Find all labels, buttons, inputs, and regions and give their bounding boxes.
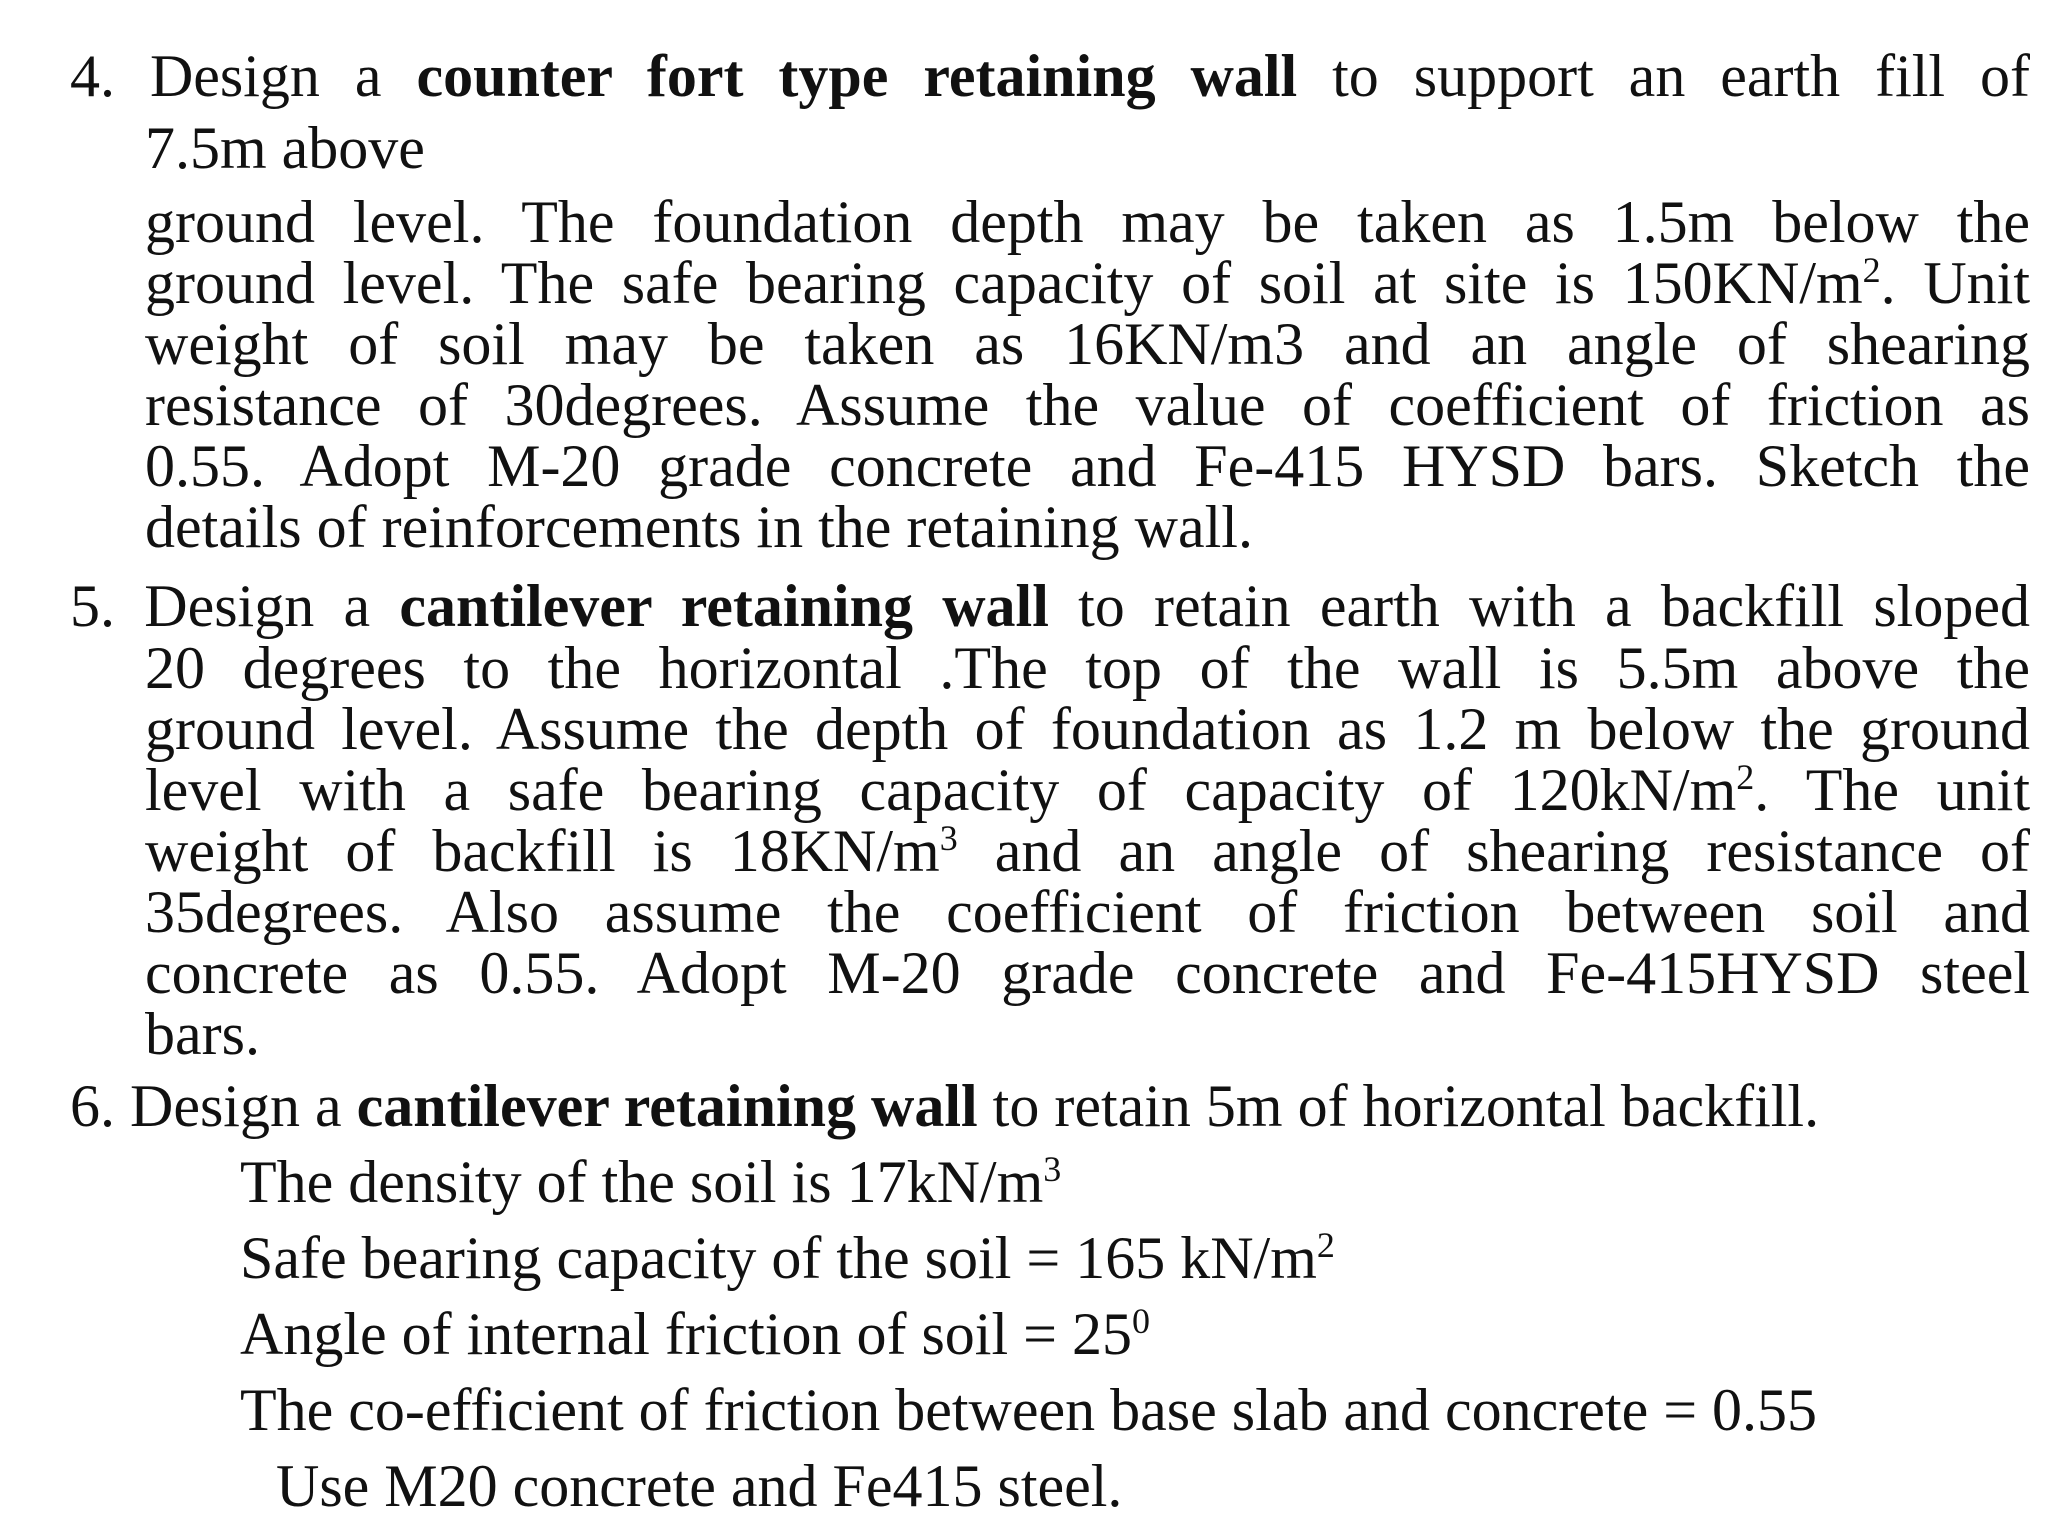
q5-line-5 xyxy=(145,818,2030,884)
q4-line-8: details of reinforcements in the retaining wall. xyxy=(145,494,1253,560)
q5-line4-text: level with a safe bearing capacity of capacity of $120kN/m^2$. The unit xyxy=(145,757,2031,823)
q5-number: 5. xyxy=(70,573,115,639)
q4-line-6: resistance of 30degrees. Assume the value of coefficient of friction as xyxy=(145,372,2030,438)
q5-line-8: bars. xyxy=(145,1001,260,1067)
q4-line-4 xyxy=(145,250,2030,316)
q5-line1-rest: to retain earth with a backfill sloped xyxy=(1078,573,2030,639)
q5-line-4 xyxy=(145,757,2031,823)
q6-line-1 xyxy=(70,1073,1820,1139)
q6-intro: Design a xyxy=(130,1073,342,1139)
q6-angle: Angle of internal friction of soil = $25^0$ xyxy=(240,1301,1150,1367)
q6-emphasis: cantilever retaining wall xyxy=(356,1073,978,1139)
q6-materials: Use M20 concrete and Fe415 steel. xyxy=(276,1453,1123,1519)
q4-line-7: 0.55. Adopt M-20 grade concrete and Fe-415 HYSD bars. Sketch the xyxy=(145,433,2030,499)
q5-line-2: 20 degrees to the horizontal .The top of the wall is 5.5m above the xyxy=(145,635,2030,701)
q5-line5-text: weight of backfill is $18KN/m^3$ and an angle of shearing resistance of xyxy=(145,818,2030,884)
q4-number: 4. xyxy=(70,43,115,109)
q4-line-1 xyxy=(70,43,2031,109)
q6-density: The density of the soil is $17kN/m^3$ xyxy=(240,1149,1062,1215)
q5-intro: Design a xyxy=(144,573,371,639)
q4-intro: Design a xyxy=(149,43,382,109)
q4-line-3: ground level. The foundation depth may be taken as 1.5m below the xyxy=(145,189,2030,255)
q5-line-6: 35degrees. Also assume the coefficient of friction between soil and xyxy=(145,879,2030,945)
q6-number: 6. xyxy=(70,1073,115,1139)
q6-friction: The co-efficient of friction between base slab and concrete = 0.55 xyxy=(240,1377,1818,1443)
q5-line-1 xyxy=(70,573,2030,639)
q5-emphasis: cantilever retaining wall xyxy=(399,573,1049,639)
q4-emphasis: counter fort type retaining wall xyxy=(416,43,1298,109)
q5-line-7: concrete as 0.55. Adopt M-20 grade concrete and Fe-415HYSD steel xyxy=(145,940,2030,1006)
q4-line-2: 7.5m above xyxy=(145,115,425,181)
q4-line-5: weight of soil may be taken as 16KN/m3 and an angle of shearing xyxy=(145,311,2030,377)
q6-line1-rest: to retain 5m of horizontal backfill. xyxy=(992,1073,1820,1139)
q6-sbc: Safe bearing capacity of the soil = 165 $kN/m^2$ xyxy=(240,1225,1335,1291)
q4-line1-rest: to support an earth fill of xyxy=(1332,43,2031,109)
q4-line4-text: ground level. The safe bearing capacity of soil at site is $150KN/m^2$. Unit xyxy=(145,250,2030,316)
q5-line-3: ground level. Assume the depth of foundation as 1.2 m below the ground xyxy=(145,696,2030,762)
